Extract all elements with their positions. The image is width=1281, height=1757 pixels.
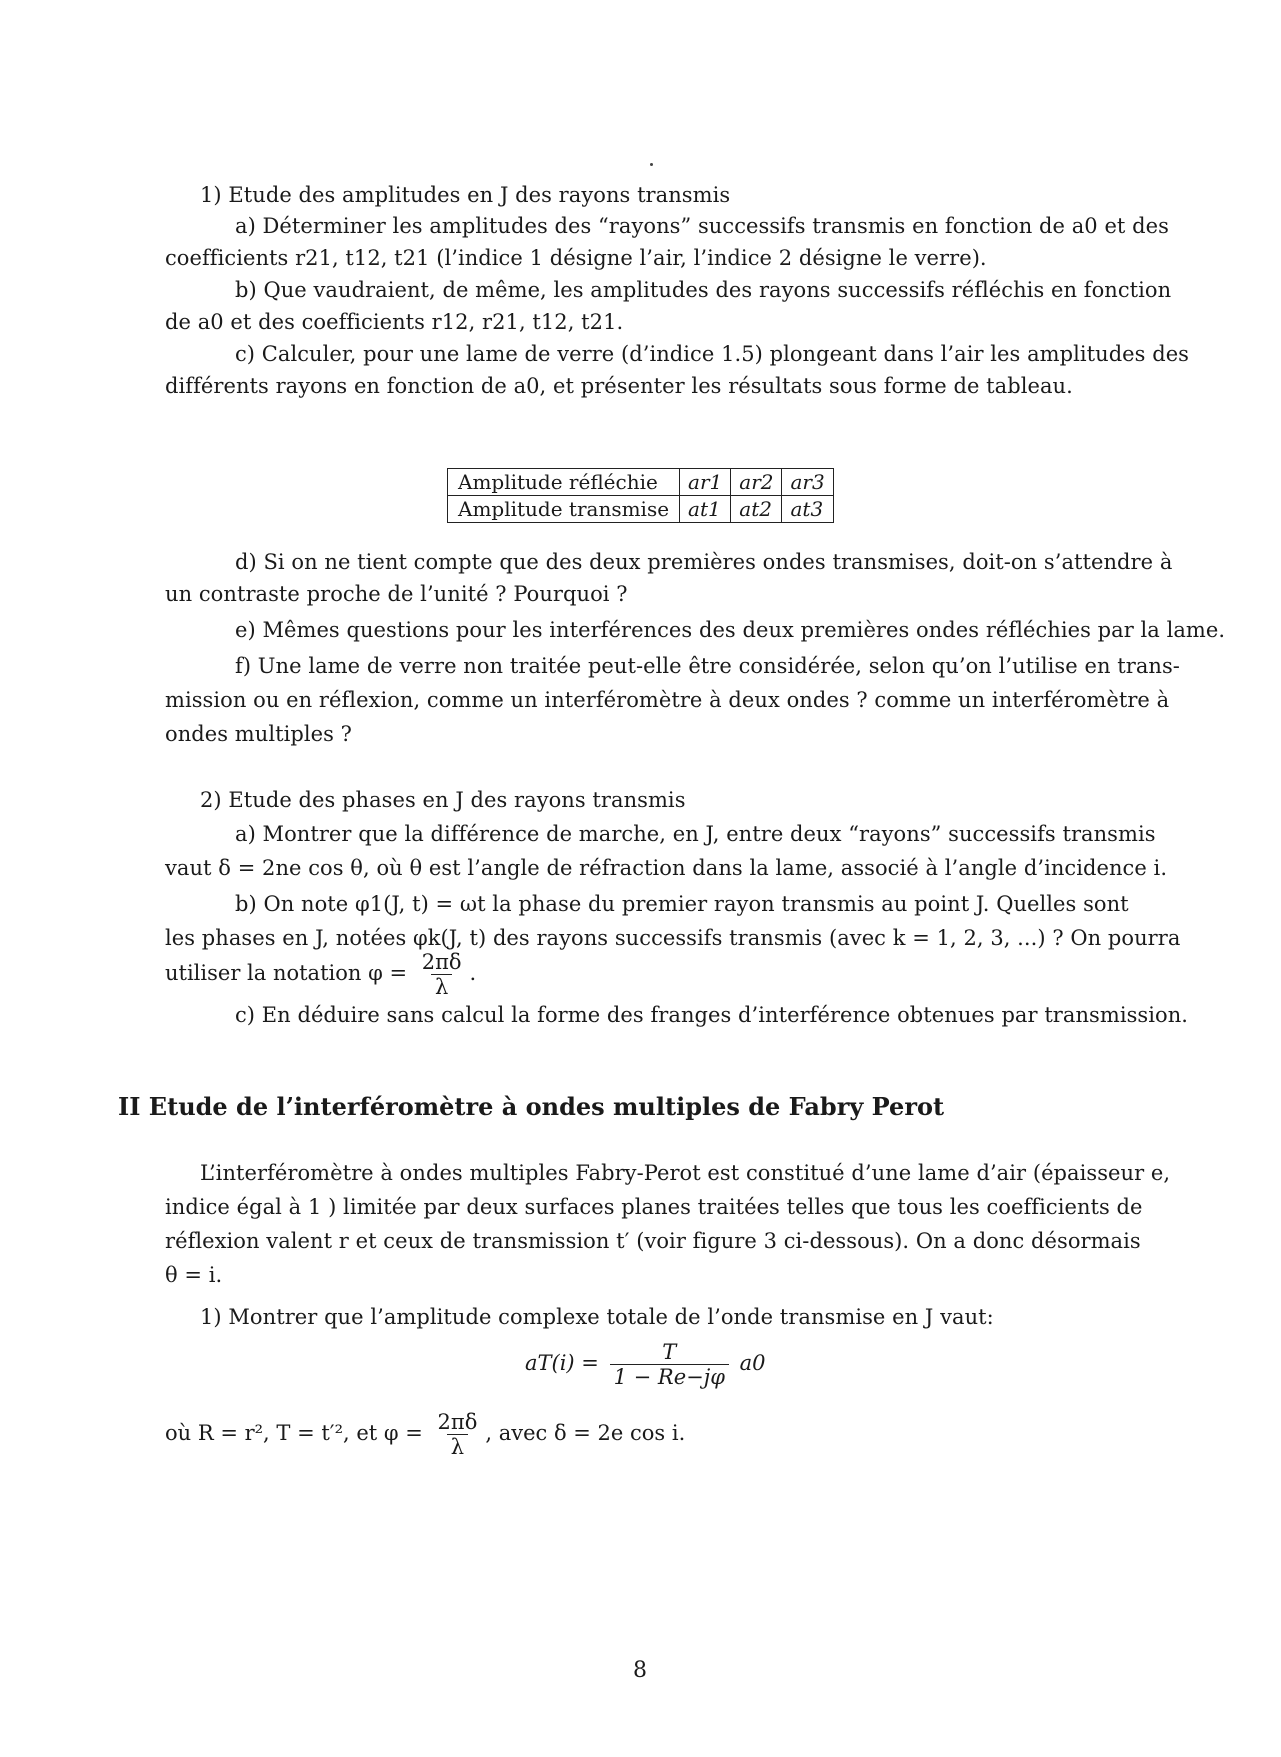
- section2-q1-line1: 1) Montrer que l’amplitude complexe totale de l’onde transmise en J vaut:: [200, 1305, 994, 1329]
- part2-b-line2: les phases en J, notées φk(J, t) des rayons successifs transmis (avec k = 1, 2, 3, ...) ? On pourra: [165, 926, 1181, 950]
- table-cell: ar3: [782, 469, 833, 496]
- section2-intro-line4: θ = i.: [165, 1263, 223, 1287]
- phi-fraction: [418, 950, 466, 999]
- table-row-label: Amplitude transmise: [448, 496, 680, 523]
- part1-d-line1: d) Si on ne tient compte que des deux premières ondes transmises, doit-on s’attendre à: [235, 550, 1173, 574]
- where-fraction: [434, 1410, 482, 1459]
- section-heading: II Etude de l’interféromètre à ondes multiples de Fabry Perot: [118, 1092, 945, 1121]
- part1-b-line2: de a0 et des coefficients r12, r21, t12, t21.: [165, 310, 624, 334]
- section2-intro-line3: réflexion valent r et ceux de transmission t′ (voir figure 3 ci-dessous). On a donc désormais: [165, 1229, 1141, 1253]
- phi-notation-line: [165, 950, 476, 999]
- part2-a-line1: a) Montrer que la différence de marche, en J, entre deux “rayons” successifs transmis: [235, 822, 1156, 846]
- part1-c-line2: différents rayons en fonction de a0, et présenter les résultats sous forme de tableau.: [165, 374, 1073, 398]
- formula-fraction: [610, 1340, 729, 1389]
- table-cell: ar1: [680, 469, 731, 496]
- formula-rhs: a0: [739, 1351, 766, 1375]
- part1-f-line1: f) Une lame de verre non traitée peut-elle être considérée, selon qu’on l’utilise en trans-: [235, 654, 1180, 678]
- table-cell: at2: [731, 496, 782, 523]
- part2-c-line1: c) En déduire sans calcul la forme des franges d’interférence obtenues par transmission.: [235, 1003, 1189, 1027]
- section2-intro-line1: L’interféromètre à ondes multiples Fabry-Perot est constitué d’une lame d’air (épaisseur e,: [200, 1161, 1171, 1185]
- transmitted-amplitude-formula: [525, 1340, 766, 1389]
- where-suffix: , avec δ = 2e cos i.: [485, 1421, 686, 1445]
- table-row: [448, 469, 834, 496]
- where-denominator: λ: [447, 1434, 468, 1459]
- formula-denominator: 1 − Re−jφ: [610, 1364, 729, 1389]
- formula-lhs: aT(i) =: [525, 1351, 599, 1375]
- amplitude-table: [447, 468, 834, 523]
- part1-f-line2: mission ou en réflexion, comme un interféromètre à deux ondes ? comme un interféromètre à: [165, 688, 1170, 712]
- table-row: [448, 496, 834, 523]
- phi-fraction-numerator: 2πδ: [421, 950, 462, 974]
- part2-a-line2: vaut δ = 2ne cos θ, où θ est l’angle de réfraction dans la lame, associé à l’angle d’incidence i.: [165, 856, 1168, 880]
- page-number: 8: [633, 1658, 647, 1683]
- part1-c-line1: c) Calculer, pour une lame de verre (d’indice 1.5) plongeant dans l’air les amplitudes des: [235, 342, 1190, 366]
- table-row-label: Amplitude réfléchie: [448, 469, 680, 496]
- where-numerator: 2πδ: [437, 1410, 478, 1434]
- part1-f-line3: ondes multiples ?: [165, 722, 352, 746]
- part1-e-line1: e) Mêmes questions pour les interférences des deux premières ondes réfléchies par la lame.: [235, 618, 1226, 642]
- part1-title: 1) Etude des amplitudes en J des rayons transmis: [200, 183, 731, 207]
- table-cell: at1: [680, 496, 731, 523]
- phi-fraction-denominator: λ: [431, 974, 452, 999]
- formula-numerator: T: [662, 1340, 677, 1364]
- phi-notation-suffix: .: [469, 961, 477, 985]
- part1-b-line1: b) Que vaudraient, de même, les amplitudes des rayons successifs réfléchis en fonction: [235, 278, 1172, 302]
- part2-b-line1: b) On note φ1(J, t) = ωt la phase du premier rayon transmis au point J. Quelles sont: [235, 892, 1129, 916]
- table-cell: ar2: [731, 469, 782, 496]
- speck-mark: [650, 163, 653, 166]
- table-cell: at3: [782, 496, 833, 523]
- part1-a-line2: coefficients r21, t12, t21 (l’indice 1 désigne l’air, l’indice 2 désigne le verre).: [165, 246, 987, 270]
- where-prefix: où R = r², T = t′², et φ =: [165, 1421, 423, 1445]
- section2-intro-line2: indice égal à 1 ) limitée par deux surfaces planes traitées telles que tous les coefficients de: [165, 1195, 1143, 1219]
- where-definitions-line: [165, 1410, 685, 1459]
- part1-a-line1: a) Déterminer les amplitudes des “rayons” successifs transmis en fonction de a0 et des: [235, 214, 1169, 238]
- part2-title: 2) Etude des phases en J des rayons transmis: [200, 788, 686, 812]
- part1-d-line2: un contraste proche de l’unité ? Pourquoi ?: [165, 582, 628, 606]
- phi-notation-prefix: utiliser la notation φ =: [165, 961, 408, 985]
